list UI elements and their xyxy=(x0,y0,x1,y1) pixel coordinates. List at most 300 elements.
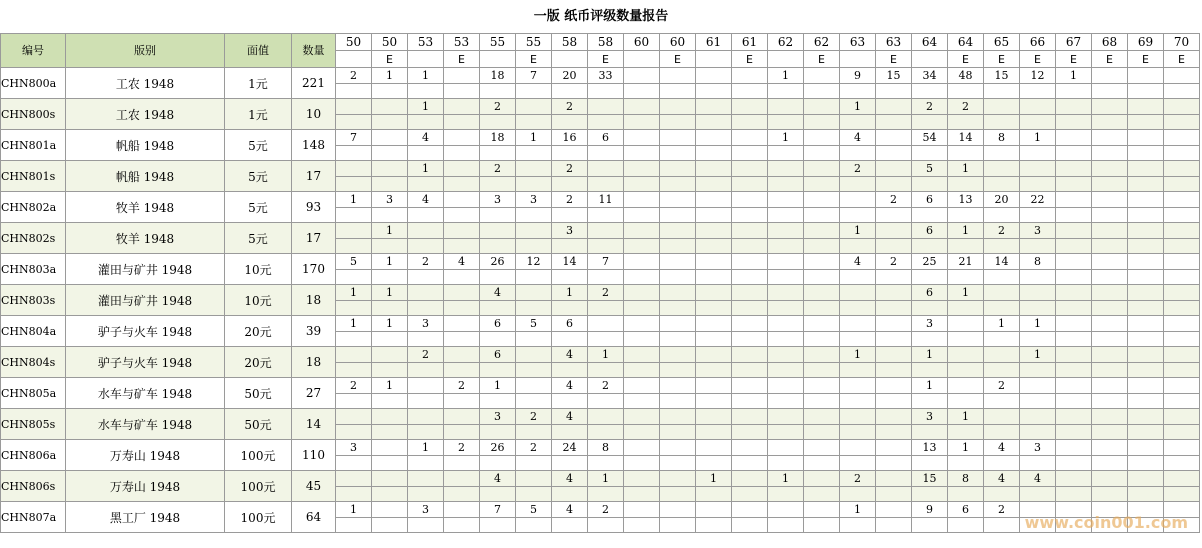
grade-count-cell xyxy=(624,254,660,270)
grade-empty-cell xyxy=(444,332,480,347)
grade-count-cell: 4 xyxy=(480,471,516,487)
grade-count-cell: 15 xyxy=(984,68,1020,84)
grade-empty-cell xyxy=(336,332,372,347)
grade-count-cell xyxy=(624,192,660,208)
grade-count-cell xyxy=(804,130,840,146)
grade-empty-cell xyxy=(732,177,768,192)
grade-empty-cell xyxy=(624,146,660,161)
grade-empty-cell xyxy=(876,177,912,192)
grade-empty-cell xyxy=(696,394,732,409)
grade-empty-cell xyxy=(1092,394,1128,409)
grade-empty-cell xyxy=(336,208,372,223)
grade-count-cell xyxy=(624,502,660,518)
row-count: 45 xyxy=(292,471,336,502)
grade-empty-cell xyxy=(1128,487,1164,502)
grade-empty-cell xyxy=(948,394,984,409)
row-type: 驴子与火车 1948 xyxy=(66,316,225,347)
grade-count-cell xyxy=(660,440,696,456)
row-code: CHN802s xyxy=(1,223,66,254)
grade-empty-cell xyxy=(624,301,660,316)
grade-header: 60 xyxy=(624,34,660,51)
grade-count-cell xyxy=(1092,68,1128,84)
grade-count-cell: 3 xyxy=(408,502,444,518)
grade-empty-cell xyxy=(372,177,408,192)
grade-empty-cell xyxy=(948,239,984,254)
grade-empty-cell xyxy=(948,332,984,347)
grade-empty-cell xyxy=(1164,332,1200,347)
grade-count-cell xyxy=(696,161,732,177)
grade-count-cell: 1 xyxy=(336,192,372,208)
grade-count-cell xyxy=(1056,471,1092,487)
grade-empty-cell xyxy=(408,208,444,223)
grade-sub-header xyxy=(840,51,876,68)
grade-count-cell xyxy=(1056,409,1092,425)
grade-count-cell xyxy=(732,409,768,425)
grade-empty-cell xyxy=(408,363,444,378)
grade-empty-cell xyxy=(372,301,408,316)
grade-sub-header: E xyxy=(1092,51,1128,68)
grade-empty-cell xyxy=(840,270,876,285)
row-count: 64 xyxy=(292,502,336,533)
grade-empty-cell xyxy=(660,363,696,378)
grade-empty-cell xyxy=(840,518,876,533)
grade-count-cell: 1 xyxy=(768,471,804,487)
grade-empty-cell xyxy=(732,363,768,378)
grade-empty-cell xyxy=(948,363,984,378)
grade-count-cell xyxy=(768,316,804,332)
grade-empty-cell xyxy=(1164,425,1200,440)
grade-empty-cell xyxy=(840,394,876,409)
grade-empty-cell xyxy=(876,146,912,161)
grade-empty-cell xyxy=(588,518,624,533)
grade-empty-cell xyxy=(984,301,1020,316)
grade-empty-cell xyxy=(480,487,516,502)
grade-count-cell: 5 xyxy=(912,161,948,177)
grade-count-cell xyxy=(732,316,768,332)
grade-empty-cell xyxy=(1056,363,1092,378)
row-type: 万寿山 1948 xyxy=(66,440,225,471)
grade-count-cell xyxy=(876,285,912,301)
row-denomination: 10元 xyxy=(225,254,292,285)
grade-count-cell: 1 xyxy=(336,502,372,518)
table-row xyxy=(1,285,1200,301)
grade-sub-header xyxy=(624,51,660,68)
table-row xyxy=(1,130,1200,146)
row-type: 灌田与矿井 1948 xyxy=(66,254,225,285)
grade-count-cell xyxy=(1092,378,1128,394)
grade-count-cell xyxy=(1128,285,1164,301)
grade-count-cell: 2 xyxy=(444,378,480,394)
grade-count-cell: 3 xyxy=(336,440,372,456)
grade-count-cell xyxy=(1056,285,1092,301)
grade-count-cell: 1 xyxy=(912,378,948,394)
grade-empty-cell xyxy=(624,425,660,440)
report-title: 一版 纸币评级数量报告 xyxy=(533,9,669,24)
grade-empty-cell xyxy=(804,270,840,285)
grade-count-cell xyxy=(1164,192,1200,208)
grade-count-cell xyxy=(660,130,696,146)
grade-empty-cell xyxy=(588,239,624,254)
grade-count-cell: 54 xyxy=(912,130,948,146)
grade-count-cell xyxy=(876,471,912,487)
grade-empty-cell xyxy=(984,84,1020,99)
grade-empty-cell xyxy=(804,456,840,471)
table-row xyxy=(1,471,1200,487)
grade-empty-cell xyxy=(768,84,804,99)
grade-count-cell: 1 xyxy=(408,99,444,115)
grade-count-cell xyxy=(804,161,840,177)
grade-empty-cell xyxy=(1056,456,1092,471)
grade-count-cell xyxy=(1056,316,1092,332)
grade-count-cell xyxy=(444,409,480,425)
grade-count-cell: 6 xyxy=(588,130,624,146)
row-count: 148 xyxy=(292,130,336,161)
grade-count-cell xyxy=(984,347,1020,363)
grade-empty-cell xyxy=(516,270,552,285)
grade-count-cell xyxy=(660,192,696,208)
grade-count-cell: 3 xyxy=(1020,440,1056,456)
grade-count-cell xyxy=(516,471,552,487)
grade-empty-cell xyxy=(984,425,1020,440)
row-code: CHN803s xyxy=(1,285,66,316)
row-denomination: 5元 xyxy=(225,223,292,254)
grade-empty-cell xyxy=(372,425,408,440)
grade-empty-cell xyxy=(948,487,984,502)
grade-count-cell: 1 xyxy=(768,68,804,84)
grade-count-cell: 4 xyxy=(408,192,444,208)
grade-count-cell xyxy=(1092,130,1128,146)
grade-count-cell xyxy=(660,347,696,363)
header-count: 数量 xyxy=(292,34,336,68)
grade-count-cell xyxy=(1164,68,1200,84)
grade-empty-cell xyxy=(624,456,660,471)
grade-count-cell xyxy=(984,285,1020,301)
grade-count-cell xyxy=(804,223,840,239)
grade-empty-cell xyxy=(480,332,516,347)
grade-empty-cell xyxy=(624,487,660,502)
row-code: CHN807a xyxy=(1,502,66,533)
grade-empty-cell xyxy=(984,270,1020,285)
grade-count-cell: 15 xyxy=(912,471,948,487)
grade-count-cell xyxy=(1092,502,1128,518)
grade-count-cell: 48 xyxy=(948,68,984,84)
grade-header: 63 xyxy=(840,34,876,51)
grade-empty-cell xyxy=(372,84,408,99)
grade-count-cell xyxy=(444,502,480,518)
grade-empty-cell xyxy=(408,518,444,533)
grade-empty-cell xyxy=(372,115,408,130)
grade-empty-cell xyxy=(516,146,552,161)
grade-count-cell xyxy=(624,223,660,239)
grade-count-cell xyxy=(876,378,912,394)
grade-count-cell: 14 xyxy=(948,130,984,146)
grade-empty-cell xyxy=(876,456,912,471)
grade-count-cell xyxy=(372,161,408,177)
grade-count-cell xyxy=(516,378,552,394)
grade-empty-cell xyxy=(912,425,948,440)
grade-empty-cell xyxy=(804,146,840,161)
grade-count-cell xyxy=(1164,378,1200,394)
grade-empty-cell xyxy=(1128,270,1164,285)
grade-empty-cell xyxy=(1092,177,1128,192)
grade-empty-cell xyxy=(372,518,408,533)
table-row xyxy=(1,192,1200,208)
grade-empty-cell xyxy=(912,84,948,99)
grade-count-cell xyxy=(804,99,840,115)
grade-sub-header: E xyxy=(948,51,984,68)
row-type: 工农 1948 xyxy=(66,68,225,99)
grade-empty-cell xyxy=(516,177,552,192)
grade-count-cell: 1 xyxy=(336,285,372,301)
grade-count-cell xyxy=(336,471,372,487)
grade-empty-cell xyxy=(732,146,768,161)
grade-empty-cell xyxy=(624,332,660,347)
grade-count-cell xyxy=(1128,192,1164,208)
row-denomination: 5元 xyxy=(225,161,292,192)
grade-sub-header xyxy=(912,51,948,68)
row-denomination: 100元 xyxy=(225,471,292,502)
grade-empty-cell xyxy=(1128,208,1164,223)
grade-count-cell xyxy=(1164,254,1200,270)
table-row xyxy=(1,440,1200,456)
grade-empty-cell xyxy=(480,208,516,223)
grade-empty-cell xyxy=(840,239,876,254)
grade-empty-cell xyxy=(1056,394,1092,409)
grade-empty-cell xyxy=(588,425,624,440)
grade-count-cell xyxy=(948,347,984,363)
grade-count-cell xyxy=(1128,99,1164,115)
grade-empty-cell xyxy=(1128,115,1164,130)
grade-empty-cell xyxy=(336,363,372,378)
grade-empty-cell xyxy=(948,518,984,533)
grade-empty-cell xyxy=(480,456,516,471)
table-row xyxy=(1,409,1200,425)
grade-count-cell xyxy=(1020,285,1056,301)
grade-empty-cell xyxy=(444,394,480,409)
grade-count-cell: 1 xyxy=(1020,347,1056,363)
grade-count-cell: 1 xyxy=(372,254,408,270)
grade-count-cell xyxy=(444,223,480,239)
grade-empty-cell xyxy=(732,115,768,130)
grade-count-cell: 3 xyxy=(408,316,444,332)
grade-empty-cell xyxy=(876,301,912,316)
grade-empty-cell xyxy=(336,301,372,316)
grade-count-cell xyxy=(1164,471,1200,487)
grade-empty-cell xyxy=(696,115,732,130)
grade-empty-cell xyxy=(588,115,624,130)
grade-empty-cell xyxy=(444,487,480,502)
row-denomination: 5元 xyxy=(225,192,292,223)
grade-count-cell xyxy=(1092,471,1128,487)
grade-empty-cell xyxy=(408,301,444,316)
grade-count-cell: 4 xyxy=(840,254,876,270)
grade-count-cell xyxy=(948,316,984,332)
grade-count-cell xyxy=(804,440,840,456)
grade-empty-cell xyxy=(912,363,948,378)
grade-empty-cell xyxy=(660,394,696,409)
grade-count-cell xyxy=(624,440,660,456)
grade-empty-cell xyxy=(1164,518,1200,533)
grade-sub-header: E xyxy=(1164,51,1200,68)
grade-count-cell: 8 xyxy=(984,130,1020,146)
grade-header: 53 xyxy=(444,34,480,51)
grade-count-cell xyxy=(876,409,912,425)
grade-empty-cell xyxy=(984,115,1020,130)
grade-count-cell xyxy=(516,99,552,115)
grade-empty-cell xyxy=(768,518,804,533)
grade-empty-cell xyxy=(948,301,984,316)
grade-count-cell: 24 xyxy=(552,440,588,456)
grade-count-cell: 4 xyxy=(552,471,588,487)
row-count: 221 xyxy=(292,68,336,99)
grade-empty-cell xyxy=(1092,270,1128,285)
grade-count-cell xyxy=(408,285,444,301)
grade-empty-cell xyxy=(336,456,372,471)
grade-count-cell xyxy=(696,347,732,363)
grade-empty-cell xyxy=(552,208,588,223)
grade-count-cell: 34 xyxy=(912,68,948,84)
grade-count-cell xyxy=(624,378,660,394)
grade-count-cell xyxy=(588,161,624,177)
grade-empty-cell xyxy=(804,487,840,502)
grade-count-cell: 5 xyxy=(516,316,552,332)
grade-empty-cell xyxy=(912,394,948,409)
grade-empty-cell xyxy=(552,239,588,254)
grade-empty-cell xyxy=(624,239,660,254)
grade-count-cell: 4 xyxy=(552,378,588,394)
grade-empty-cell xyxy=(1020,425,1056,440)
grade-count-cell xyxy=(1092,285,1128,301)
grade-count-cell: 6 xyxy=(912,285,948,301)
grade-count-cell xyxy=(444,161,480,177)
row-type: 水车与矿车 1948 xyxy=(66,409,225,440)
grade-empty-cell xyxy=(588,146,624,161)
grade-header: 61 xyxy=(732,34,768,51)
grade-count-cell: 26 xyxy=(480,440,516,456)
grade-empty-cell xyxy=(984,487,1020,502)
grade-empty-cell xyxy=(768,425,804,440)
grade-count-cell: 18 xyxy=(480,68,516,84)
grade-empty-cell xyxy=(1020,208,1056,223)
table-row xyxy=(1,502,1200,518)
grade-empty-cell xyxy=(876,363,912,378)
grade-count-cell: 3 xyxy=(516,192,552,208)
grade-count-cell: 4 xyxy=(408,130,444,146)
grade-empty-cell xyxy=(804,332,840,347)
grade-empty-cell xyxy=(876,332,912,347)
row-type: 帆船 1948 xyxy=(66,130,225,161)
grade-count-cell xyxy=(1020,161,1056,177)
grade-empty-cell xyxy=(876,84,912,99)
grade-empty-cell xyxy=(1164,84,1200,99)
grade-empty-cell xyxy=(696,208,732,223)
grade-count-cell: 2 xyxy=(588,285,624,301)
grade-empty-cell xyxy=(696,84,732,99)
grade-count-cell xyxy=(624,161,660,177)
grade-header: 67 xyxy=(1056,34,1092,51)
grade-count-cell xyxy=(732,161,768,177)
grade-empty-cell xyxy=(984,332,1020,347)
grade-empty-cell xyxy=(732,270,768,285)
grade-empty-cell xyxy=(1128,239,1164,254)
grade-count-cell xyxy=(444,192,480,208)
grade-count-cell: 1 xyxy=(1056,68,1092,84)
grade-header: 62 xyxy=(804,34,840,51)
grade-count-cell: 5 xyxy=(516,502,552,518)
grade-count-cell xyxy=(372,347,408,363)
grade-count-cell: 4 xyxy=(552,502,588,518)
grade-empty-cell xyxy=(552,332,588,347)
grade-empty-cell xyxy=(660,456,696,471)
grade-count-cell xyxy=(1092,254,1128,270)
grade-count-cell xyxy=(876,347,912,363)
grade-empty-cell xyxy=(912,208,948,223)
grade-empty-cell xyxy=(1128,518,1164,533)
grade-header: 65 xyxy=(984,34,1020,51)
grade-empty-cell xyxy=(1020,518,1056,533)
grade-empty-cell xyxy=(408,177,444,192)
grade-empty-cell xyxy=(444,270,480,285)
grade-count-cell xyxy=(1092,99,1128,115)
grade-count-cell xyxy=(1092,316,1128,332)
grade-empty-cell xyxy=(624,363,660,378)
grade-count-cell xyxy=(624,347,660,363)
grade-count-cell xyxy=(768,254,804,270)
grade-count-cell xyxy=(1128,254,1164,270)
grade-empty-cell xyxy=(1128,146,1164,161)
row-denomination: 1元 xyxy=(225,99,292,130)
grade-count-cell: 2 xyxy=(984,223,1020,239)
grade-empty-cell xyxy=(768,363,804,378)
grade-count-cell xyxy=(660,471,696,487)
grade-empty-cell xyxy=(948,84,984,99)
table-row xyxy=(1,68,1200,84)
grade-count-cell: 1 xyxy=(948,285,984,301)
table-row xyxy=(1,254,1200,270)
grade-count-cell xyxy=(372,99,408,115)
grade-empty-cell xyxy=(1164,115,1200,130)
grade-count-cell: 2 xyxy=(480,99,516,115)
grade-empty-cell xyxy=(840,456,876,471)
grade-empty-cell xyxy=(1164,146,1200,161)
grade-count-cell: 5 xyxy=(336,254,372,270)
grade-sub-header: E xyxy=(372,51,408,68)
grade-empty-cell xyxy=(516,456,552,471)
grade-count-cell: 20 xyxy=(552,68,588,84)
grade-empty-cell xyxy=(408,425,444,440)
grade-count-cell: 1 xyxy=(408,161,444,177)
grade-empty-cell xyxy=(1092,363,1128,378)
grade-count-cell xyxy=(732,378,768,394)
grade-sub-header: E xyxy=(732,51,768,68)
watermark: www.coin001.com xyxy=(1024,513,1188,532)
grade-count-cell xyxy=(876,223,912,239)
grade-empty-cell xyxy=(840,487,876,502)
row-denomination: 1元 xyxy=(225,68,292,99)
grade-empty-cell xyxy=(516,394,552,409)
grade-count-cell xyxy=(696,99,732,115)
grade-count-cell xyxy=(1056,99,1092,115)
grade-empty-cell xyxy=(660,84,696,99)
grade-count-cell xyxy=(984,161,1020,177)
grade-empty-cell xyxy=(516,301,552,316)
grade-count-cell: 8 xyxy=(588,440,624,456)
grade-empty-cell xyxy=(552,487,588,502)
grade-count-cell xyxy=(1020,502,1056,518)
grade-count-cell: 6 xyxy=(912,192,948,208)
grade-count-cell: 1 xyxy=(768,130,804,146)
grade-count-cell xyxy=(1056,378,1092,394)
